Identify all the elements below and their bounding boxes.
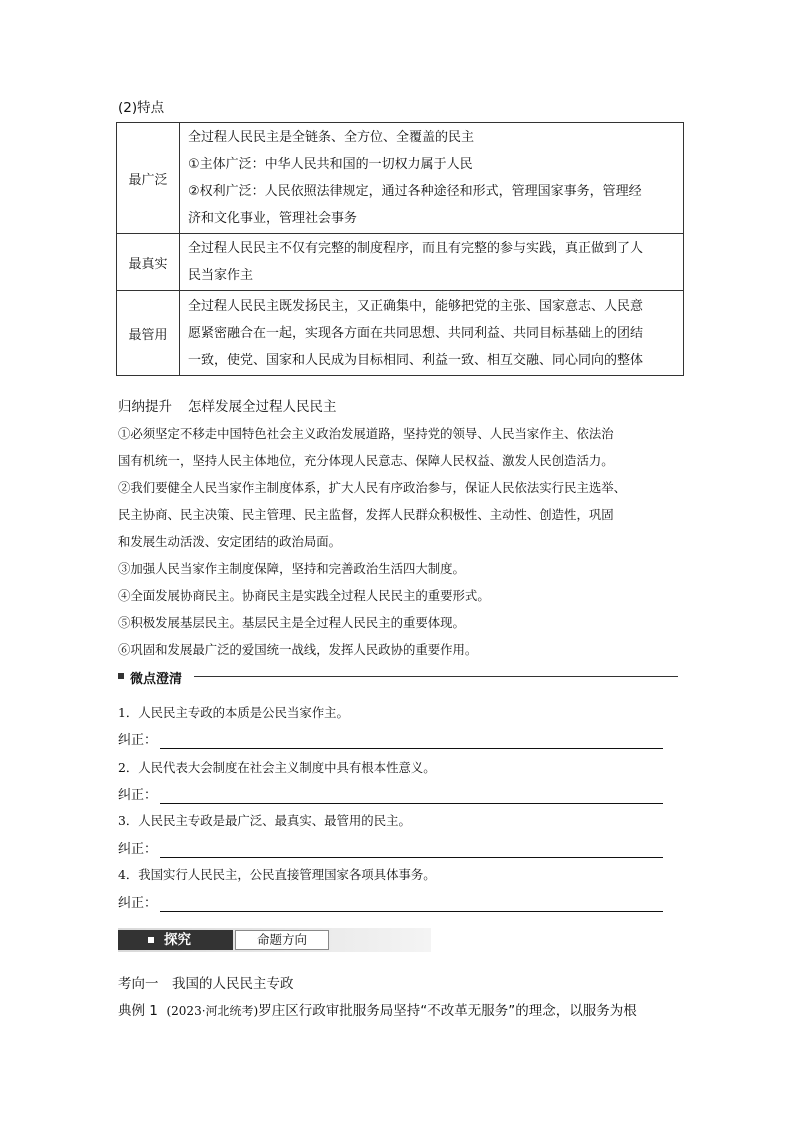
table-row <box>117 123 684 234</box>
summary-heading <box>118 395 337 415</box>
clarify-question: 1．人民民主专政的本质是公民当家作主。 <box>118 705 349 720</box>
section-divider <box>194 676 678 677</box>
explore-tag <box>118 930 233 950</box>
correction-row <box>118 892 663 912</box>
answer-blank[interactable] <box>160 803 663 804</box>
square-bullet-icon <box>148 937 154 943</box>
summary-list <box>118 420 688 663</box>
row-content <box>180 234 684 291</box>
table-row <box>117 291 684 376</box>
list-item: ③加强人民当家作主制度保障，坚持和完善政治生活四大制度。 <box>118 561 465 576</box>
correction-row <box>118 838 663 858</box>
summary-label: 归纳提升 <box>118 399 172 415</box>
row-content <box>180 123 684 234</box>
clarify-title: 微点澄清 <box>130 672 183 687</box>
list-item: 和发展生动活泼、安定团结的政治局面。 <box>118 534 342 549</box>
row-content <box>180 291 684 376</box>
row-label: 最真实 <box>117 234 180 291</box>
list-item: 民主协商、民主决策、民主管理、民主监督，发挥人民群众积极性、主动性、创造性，巩固 <box>118 507 614 522</box>
square-bullet-icon <box>118 673 124 679</box>
list-item: 国有机统一，坚持人民主体地位，充分体现人民意志、保障人民权益、激发人民创造活力。 <box>118 453 614 468</box>
clarify-section-header <box>118 668 678 687</box>
correction-row <box>118 729 663 749</box>
list-item: ⑤积极发展基层民主。基层民主是全过程人民民主的重要体现。 <box>118 615 465 630</box>
row-line: 全过程人民民主不仅有完整的制度程序，而且有完整的参与实践，真正做到了人 <box>188 241 644 256</box>
row-line: 济和文化事业，管理社会事务 <box>188 211 358 226</box>
row-line: 民当家作主 <box>188 268 254 283</box>
clarify-question: 4．我国实行人民民主，公民直接管理国家各项具体事务。 <box>118 867 436 882</box>
answer-blank[interactable] <box>160 911 663 912</box>
features-heading: (2)特点 <box>118 100 165 116</box>
row-line: 全过程人民民主既发扬民主，又正确集中，能够把党的主张、国家意志、人民意 <box>188 298 644 314</box>
clarify-question: 3．人民民主专政是最广泛、最真实、最管用的民主。 <box>118 813 411 828</box>
example-source: (2023·河北统考) <box>166 1004 259 1018</box>
example-line <box>118 999 637 1019</box>
explore-label: 探究 <box>164 932 191 948</box>
explore-banner <box>118 928 431 952</box>
row-label: 最广泛 <box>117 123 180 234</box>
correction-label: 纠正： <box>118 733 158 748</box>
correction-row <box>118 784 663 804</box>
answer-blank[interactable] <box>160 857 663 858</box>
clarify-question: 2．人民代表大会制度在社会主义制度中具有根本性意义。 <box>118 760 436 775</box>
table-row <box>117 234 684 291</box>
direction-heading: 考向一 我国的人民民主专政 <box>118 976 294 992</box>
example-text: 罗庄区行政审批服务局坚持“不改革无服务”的理念，以服务为根 <box>258 1003 637 1019</box>
row-label: 最管用 <box>117 291 180 376</box>
row-line: 全过程人民民主是全链条、全方位、全覆盖的民主 <box>188 130 475 145</box>
correction-label: 纠正： <box>118 896 158 911</box>
row-line: 一致，使党、国家和人民成为目标相同、利益一致、相互交融、同心同向的整体 <box>188 352 644 368</box>
correction-label: 纠正： <box>118 842 158 857</box>
list-item: ④全面发展协商民主。协商民主是实践全过程人民民主的重要形式。 <box>118 588 490 603</box>
correction-label: 纠正： <box>118 788 158 803</box>
summary-title: 怎样发展全过程人民民主 <box>188 399 337 415</box>
list-item: ⑥巩固和发展最广泛的爱国统一战线，发挥人民政协的重要作用。 <box>118 642 478 657</box>
list-item: ②我们要健全人民当家作主制度体系，扩大人民有序政治参与，保证人民依法实行民主选举、 <box>118 480 627 495</box>
row-line: 愿紧密融合在一起，实现各方面在共同思想、共同利益、共同目标基础上的团结 <box>188 325 644 341</box>
list-item: ①必须坚定不移走中国特色社会主义政治发展道路，坚持党的领导、人民当家作主、依法治 <box>118 426 614 441</box>
row-line: ②权利广泛：人民依照法律规定，通过各种途径和形式，管理国家事务，管理经 <box>188 184 642 199</box>
explore-sub-tag: 命题方向 <box>235 930 329 950</box>
features-table <box>116 122 684 376</box>
example-label: 典例 1 <box>118 1003 158 1019</box>
answer-blank[interactable] <box>160 748 663 749</box>
row-line: ①主体广泛：中华人民共和国的一切权力属于人民 <box>188 157 473 172</box>
